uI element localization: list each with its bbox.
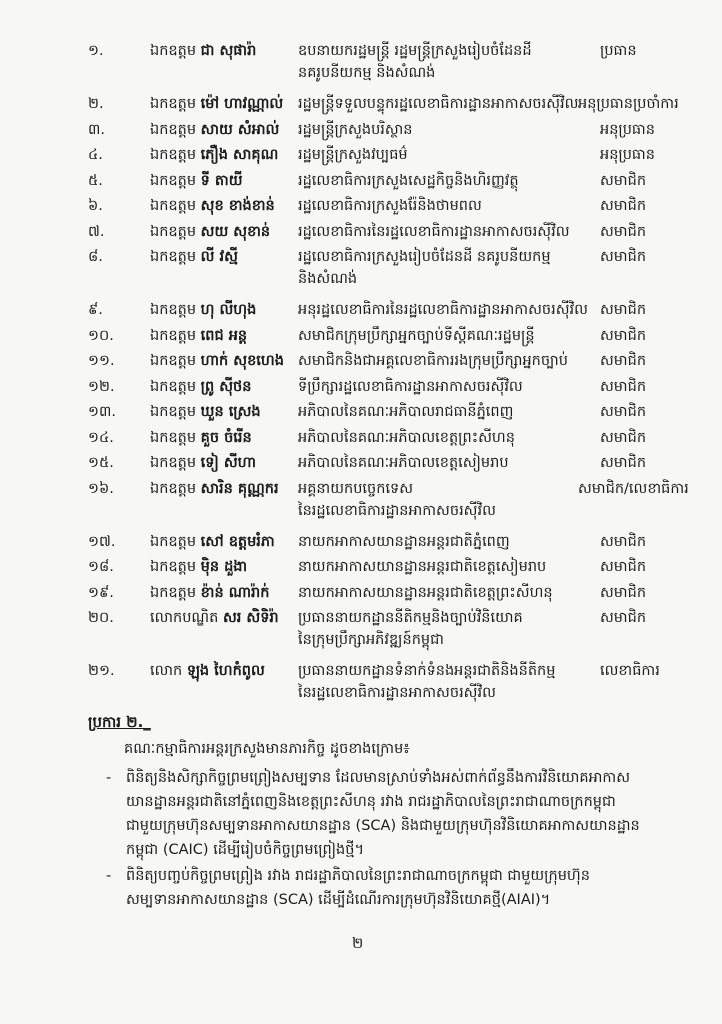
task-text <box>126 766 696 862</box>
member-role: សមាជិក/លេខាធិការ <box>578 480 689 497</box>
member-number: ១. <box>88 43 104 59</box>
member-number: ២១. <box>88 663 115 679</box>
member-number: ៨. <box>88 249 103 265</box>
member-title: ឯកឧត្តម <box>150 533 197 550</box>
member-title: ឯកឧត្តម <box>150 378 197 395</box>
member-role: សមាជិក <box>600 198 647 214</box>
task-line: សម្បទានអាកាសយានដ្ឋាន (SCA) ដើម្បីដំណើរការក្រុមហ៊ុនវិនិយោគថ្មី(AIAI)។ <box>126 892 551 908</box>
member-number: ១០. <box>88 327 114 344</box>
member-name-cell <box>150 119 300 141</box>
member-title: ឯកឧត្តម <box>150 353 197 369</box>
member-name: សៅ ឧត្តមរំភា <box>200 533 275 550</box>
member-role: សមាជិក <box>600 404 647 420</box>
member-role: សមាជិក <box>600 223 647 240</box>
member-position-line: រដ្ឋលេខាធិការក្រសួងសេដ្ឋកិច្ចនិងហិរញ្ញវត្ថុ <box>298 172 519 189</box>
member-name-cell <box>150 325 300 347</box>
member-position-line: រដ្ឋលេខាធិការក្រសួងរៀបចំដែនដី នគរូបនីយកម្ម <box>298 249 551 265</box>
member-role: សមាជិក <box>600 533 647 550</box>
member-position <box>298 299 588 321</box>
member-position <box>298 582 588 604</box>
member-name-cell <box>150 93 300 115</box>
member-name: ទៀ សីហា <box>200 455 257 471</box>
member-title: ឯកឧត្តម <box>150 96 197 112</box>
member-name: សរ សិទិរ៉ា <box>222 610 279 626</box>
member-name: ទី តាយី <box>200 172 243 189</box>
member-position <box>298 170 588 192</box>
member-name-cell <box>150 376 300 398</box>
task-bullet: - <box>106 868 112 884</box>
member-position-line: អនុរដ្ឋលេខាធិការនៃរដ្ឋលេខាធិការដ្ឋានអាកាសចរស៊ីវិល <box>298 302 588 318</box>
member-number: ៧. <box>88 223 105 240</box>
member-position-line: ឧបនាយករដ្ឋមន្ត្រី រដ្ឋមន្ត្រីក្រសួងរៀបចំដែនដី <box>298 43 532 59</box>
member-position <box>298 531 588 553</box>
member-position-line: សមាជិកក្រុមប្រឹក្សាអ្នកច្បាប់ទីស្តីគណៈរដ្ឋមន្ត្រី <box>298 327 535 344</box>
member-number: ១៧. <box>88 533 116 550</box>
member-role: អនុប្រធាន <box>600 121 655 138</box>
member-name: ភឿង សាគុណ <box>200 147 279 163</box>
member-role: សមាជិក <box>600 249 647 265</box>
member-position-line: នៃក្រុមប្រឹក្សាអភិវឌ្ឍន៍កម្ពុជា <box>298 632 444 648</box>
member-role: លេខាធិការ <box>600 663 660 679</box>
task-line: កម្ពុជា (CAIC) ដើម្បីរៀបចំកិច្ចព្រមព្រៀងថ្មី។ <box>126 842 364 858</box>
member-name-cell <box>150 246 300 268</box>
member-name-cell <box>150 607 300 629</box>
member-position-line: នគរូបនីយកម្ម និងសំណង់ <box>298 65 436 81</box>
member-position-line: នាយកអាកាសយានដ្ឋានអន្តរជាតិខេត្តសៀមរាប <box>298 559 547 575</box>
member-name-cell <box>150 660 300 682</box>
member-role: សមាជិក <box>600 429 647 446</box>
member-position-line: រដ្ឋលេខាធិការនៃរដ្ឋលេខាធិការដ្ឋានអាកាសចរស៊ីវិល <box>298 223 570 240</box>
member-position <box>298 660 588 704</box>
member-position-line: ទីប្រឹក្សារដ្ឋលេខាធិការដ្ឋានអាកាសចរស៊ីវិល <box>298 378 523 395</box>
member-position <box>298 607 588 651</box>
member-name-cell <box>150 582 300 604</box>
member-position <box>298 119 588 141</box>
member-position-line: រដ្ឋមន្ត្រីទទួលបន្ទុករដ្ឋលេខាធិការដ្ឋានអាកាសចរស៊ីវិល <box>298 96 579 112</box>
member-name-cell <box>150 221 300 243</box>
member-role: សមាជិក <box>600 302 647 318</box>
member-number: ១៣. <box>88 404 116 420</box>
member-title: ឯកឧត្តម <box>150 302 197 318</box>
member-number: ១១. <box>88 353 115 369</box>
member-name: ឃួន ស្រេង <box>200 404 261 420</box>
member-title: ឯកឧត្តម <box>150 147 197 163</box>
member-position <box>298 325 588 347</box>
member-name-cell <box>150 350 300 372</box>
member-number: ១២. <box>88 378 115 395</box>
member-position <box>298 452 588 474</box>
member-name: សាយ សំអាល់ <box>200 121 280 138</box>
member-position <box>298 556 588 578</box>
member-name: ម៉ិន ដួងា <box>200 559 248 575</box>
page-number: ២ <box>352 934 364 952</box>
member-name: សយ សុខាន់ <box>200 223 271 240</box>
member-position-line: សមាជិកនិងជាអគ្គលេខាធិការរងក្រុមប្រឹក្សាអ្នកច្បាប់ <box>298 353 568 369</box>
member-role: អនុប្រធាន <box>600 147 655 163</box>
member-position-line: និងសំណង់ <box>298 271 358 287</box>
member-number: ២០. <box>88 610 114 626</box>
member-name-cell <box>150 144 300 166</box>
member-position-line: នៃរដ្ឋលេខាធិការដ្ឋានអាកាសចរស៊ីវិល <box>298 502 496 519</box>
member-title: ឯកឧត្តម <box>150 198 197 214</box>
member-name-cell <box>150 40 300 62</box>
member-number: ៣. <box>88 121 105 138</box>
member-number: ១៨. <box>88 559 114 575</box>
member-position-line: អភិបាលនៃគណៈអភិបាលរាជធានីភ្នំពេញ <box>298 404 514 420</box>
article-heading: ប្រការ ២._ <box>88 713 151 731</box>
member-name: ហាក់ សុខហេង <box>200 353 284 369</box>
member-name: ព្រូ ស៊ីថន <box>200 378 252 395</box>
task-line: យានដ្ឋានអន្តរជាតិនៅភ្នំពេញនិងខេត្តព្រះសីហនុ រវាង រាជរដ្ឋាភិបាលនៃព្រះរាជាណាចក្រកម្ពុជា <box>126 794 616 810</box>
task-bullet: - <box>106 770 112 786</box>
member-title: លោក <box>150 663 183 679</box>
member-name: សារិន គុណ្ណករ <box>200 480 279 497</box>
member-role: សមាជិក <box>600 584 647 601</box>
member-position-line: នៃរដ្ឋលេខាធិការដ្ឋានអាកាសចរស៊ីវិល <box>298 685 496 701</box>
member-number: ១៩. <box>88 584 114 601</box>
member-number: ២. <box>88 96 104 112</box>
member-role: ប្រធាន <box>600 43 637 59</box>
member-role: សមាជិក <box>600 172 647 189</box>
member-title: ឯកឧត្តម <box>150 404 197 420</box>
member-title: ឯកឧត្តម <box>150 121 197 138</box>
member-position <box>298 478 588 522</box>
member-position <box>298 350 588 372</box>
member-role: អនុប្រធានប្រចាំការ <box>578 96 679 112</box>
member-name: ខ៉ាន់ ណារ៉ាក់ <box>200 584 270 601</box>
member-position-line: ប្រធាននាយកដ្ឋាននីតិកម្មនិងច្បាប់វិនិយោគ <box>298 610 523 626</box>
member-position <box>298 144 588 166</box>
member-position <box>298 93 588 115</box>
member-position <box>298 221 588 243</box>
member-role: សមាជិក <box>600 559 647 575</box>
member-title: លោកបណ្ឌិត <box>150 610 219 626</box>
member-position-line: អភិបាលនៃគណៈអភិបាលខេត្តព្រះសីហនុ <box>298 429 515 446</box>
member-position-line: នាយកអាកាសយានដ្ឋានអន្តរជាតិខេត្តព្រះសីហនុ <box>298 584 553 601</box>
task-line: ពិនិត្យបញ្ចប់កិច្ចព្រមព្រៀង រវាង រាជរដ្ឋាភិបាលនៃព្រះរាជាណាចក្រកម្ពុជា ជាមួយក្រុមហ៊ុន <box>126 868 590 884</box>
member-number: ៤. <box>88 147 103 163</box>
member-name: លី វស្មី <box>200 249 238 265</box>
member-number: ១៦. <box>88 480 114 497</box>
member-name-cell <box>150 452 300 474</box>
member-title: ឯកឧត្តម <box>150 455 197 471</box>
member-title: ឯកឧត្តម <box>150 429 197 446</box>
member-title: ឯកឧត្តម <box>150 327 197 344</box>
member-title: ឯកឧត្តម <box>150 480 197 497</box>
member-position <box>298 401 588 423</box>
member-title: ឯកឧត្តម <box>150 223 197 240</box>
member-name: ហុ លីហុង <box>200 302 257 318</box>
member-role: សមាជិក <box>600 327 647 344</box>
task-line: ពិនិត្យនិងសិក្សាកិច្ចព្រមព្រៀងសម្បទាន ដែលមានស្រាប់ទាំងអស់ពាក់ព័ន្ធនឹងការវិនិយោគអាកាស <box>126 770 631 786</box>
member-title: ឯកឧត្តម <box>150 172 197 189</box>
member-position-line: អគ្គនាយកបច្ចេកទេស <box>298 480 414 497</box>
member-name-cell <box>150 427 300 449</box>
member-title: ឯកឧត្តម <box>150 249 197 265</box>
member-name-cell <box>150 401 300 423</box>
member-role: សមាជិក <box>600 610 647 626</box>
member-title: ឯកឧត្តម <box>150 584 197 601</box>
member-position-line: អភិបាលនៃគណៈអភិបាលខេត្តសៀមរាប <box>298 455 509 471</box>
member-role: សមាជិក <box>600 353 647 369</box>
task-text <box>126 864 696 912</box>
member-name: ពេជ អន្ត <box>200 327 248 344</box>
member-number: ១៤. <box>88 429 114 446</box>
member-number: ១៥. <box>88 455 114 471</box>
member-title: ឯកឧត្តម <box>150 43 197 59</box>
member-number: ៦. <box>88 198 103 214</box>
member-name: សុខ ខាង់ខាន់ <box>200 198 275 214</box>
member-position <box>298 195 588 217</box>
member-position-line: រដ្ឋមន្ត្រីក្រសួងវប្បធម៌ <box>298 147 408 163</box>
member-position <box>298 427 588 449</box>
member-role: សមាជិក <box>600 455 647 471</box>
member-name-cell <box>150 195 300 217</box>
member-name: គួច ចំរើន <box>200 429 252 446</box>
member-position <box>298 376 588 398</box>
member-name-cell <box>150 478 300 500</box>
member-name: ជា សុផារ៉ា <box>200 43 257 59</box>
member-title: ឯកឧត្តម <box>150 559 197 575</box>
member-number: ៩. <box>88 302 103 318</box>
member-name-cell <box>150 556 300 578</box>
member-name-cell <box>150 170 300 192</box>
member-position-line: រដ្ឋមន្ត្រីក្រសួងបរិស្ថាន <box>298 121 413 138</box>
member-name-cell <box>150 299 300 321</box>
member-role: សមាជិក <box>600 378 647 395</box>
member-number: ៥. <box>88 172 103 189</box>
task-line: ជាមួយក្រុមហ៊ុនសម្បទានអាកាសយានដ្ឋាន (SCA) និងជាមួយក្រុមហ៊ុនវិនិយោគអាកាសយានដ្ឋាន <box>126 818 640 834</box>
member-position <box>298 246 588 290</box>
member-position-line: ប្រធាននាយកដ្ឋានទំនាក់ទំនងអន្តរជាតិនិងនីតិកម្ម <box>298 663 556 679</box>
article-intro: គណៈកម្មាធិការអន្តរក្រសួងមានភារកិច្ច ដូចខាងក្រោម៖ <box>124 741 410 757</box>
member-position-line: រដ្ឋលេខាធិការក្រសួងរ៉ែនិងថាមពល <box>298 198 482 214</box>
member-name: ម៉ៅ ហាវណ្ណាល់ <box>200 96 284 112</box>
member-position <box>298 40 588 84</box>
member-position-line: នាយកអាកាសយានដ្ឋានអន្តរជាតិភ្នំពេញ <box>298 533 510 550</box>
member-name: ឡុង ហៃកំពូល <box>186 663 265 679</box>
member-name-cell <box>150 531 300 553</box>
